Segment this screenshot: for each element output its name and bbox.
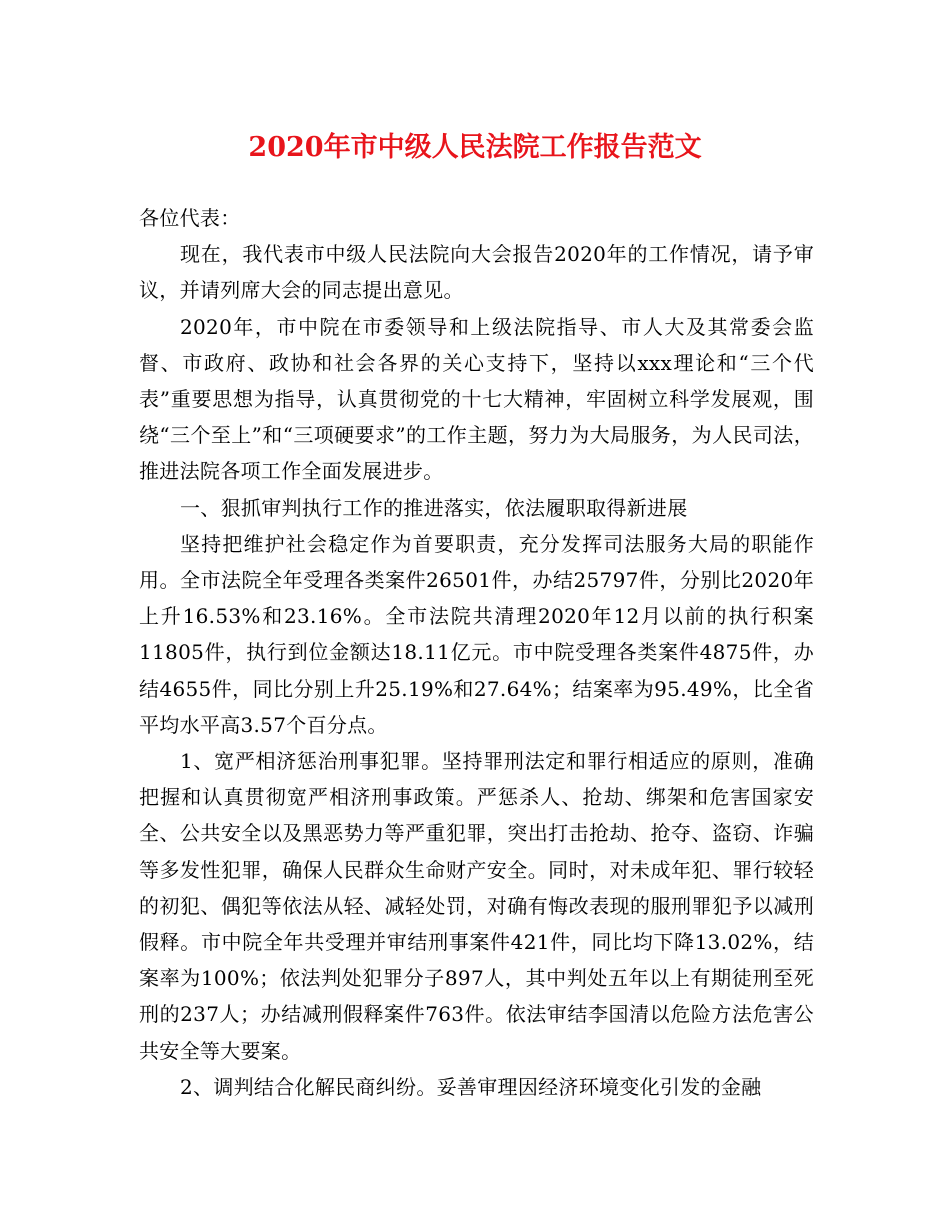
salutation: 各位代表： bbox=[139, 206, 241, 230]
paragraph-criminal-cases: 1、宽严相济惩治刑事犯罪。坚持罪刑法定和罪行相适应的原则，准确把握和认真贯彻宽严相济刑事政策。严惩杀人、抢劫、绑架和危害国家安全、公共安全以及黑恶势力等严重犯罪，突出打击抢劫、抢夺、盗窃、诈骗等多发性犯罪，确保人民群众生命财产安全。同时，对未成年犯、罪行较轻的初犯、偶犯等依法从轻、减轻处罚，对确有悔改表现的服刑罪犯予以减刑假释。市中院全年共受理并审结刑事案件421件，同比均下降13.02%，结案率为100%；依法判处犯罪分子897人，其中判处五年以上有期徒刑至死刑的237人；办结减刑假释案件763件。依法审结李国清以危险方法危害公共安全等大要案。 bbox=[139, 749, 814, 1063]
paragraph-overview: 2020年，市中院在市委领导和上级法院指导、市人大及其常委会监督、市政府、政协和社会各界的关心支持下，坚持以xxx理论和“三个代表”重要思想为指导，认真贯彻党的十七大精神，牢固树立科学发展观，围绕“三个至上”和“三项硬要求”的工作主题，努力为大局服务，为人民司法，推进法院各项工作全面发展进步。 bbox=[139, 314, 814, 484]
section-heading-1: 一、狠抓审判执行工作的推进落实，依法履职取得新进展 bbox=[180, 495, 688, 520]
paragraph-case-statistics: 坚持把维护社会稳定作为首要职责，充分发挥司法服务大局的职能作用。全市法院全年受理各类案件26501件，办结25797件，分别比2020年上升16.53%和23.16%。全市法院共清理2020年12月以前的执行积案11805件，执行到位金额达18.11亿元。市中院受理各类案件4875件，办结4655件，同比分别上升25.19%和27.64%；结案率为95.49%，比全省平均水平高3.57个百分点。 bbox=[139, 531, 814, 737]
document-title: 2020年市中级人民法院工作报告范文 bbox=[248, 132, 702, 163]
document-body bbox=[139, 200, 814, 1105]
paragraph-opening: 现在，我代表市中级人民法院向大会报告2020年的工作情况，请予审议，并请列席大会的同志提出意见。 bbox=[139, 242, 814, 303]
paragraph-civil-disputes: 2、调判结合化解民商纠纷。妥善审理因经济环境变化引发的金融 bbox=[180, 1074, 762, 1099]
